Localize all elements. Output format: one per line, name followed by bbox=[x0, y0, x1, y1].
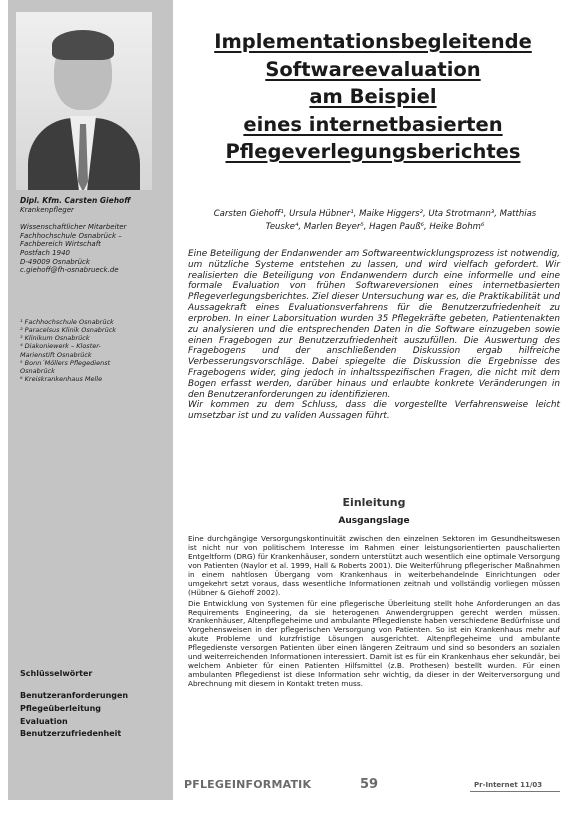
author-name: Dipl. Kfm. Carsten Giehoff bbox=[20, 196, 131, 205]
author-email[interactable]: c.giehoff@fh-osnabrueck.de bbox=[20, 266, 119, 275]
author-affiliation bbox=[20, 223, 176, 275]
journal-name: PFLEGEINFORMATIK bbox=[184, 778, 312, 791]
affiliation-list bbox=[20, 318, 176, 383]
affiliation-item: ³ Klinikum Osnabrück bbox=[20, 334, 90, 343]
title-line: am Beispiel bbox=[309, 85, 437, 108]
affiliation-item: ² Paracelsus Klinik Osnabrück bbox=[20, 326, 117, 335]
keywords-heading: Schlüsselwörter bbox=[20, 669, 93, 678]
author-line: Teuske⁴, Marlen Beyer⁵, Hagen Pauß⁶, Heike Bohm⁶ bbox=[265, 222, 485, 233]
affiliation-item: ⁵ Bonn´Möllers Pflegedienst bbox=[20, 358, 111, 367]
article-title bbox=[186, 28, 560, 166]
affiliation-line: Postfach 1940 bbox=[20, 249, 70, 258]
page-number: 59 bbox=[360, 777, 379, 792]
author-photo bbox=[16, 12, 152, 190]
abstract-paragraph: Eine Beteiligung der Endanwender am Softwareentwicklungsprozess ist notwendig, um nützliche Systeme entstehen zu lassen, und wird vielfach gefordert. Wir realisierten die Beteiligung von Endanwendern durch eine informelle und eine formale Evaluation von frühen Softwareversionen eines internetbasierten Pflegeverlegungsberichtes. Ziel dieser Untersuchung war es, die Praktikabilität und Aussagekraft eines Evaluationsverfahrens für die Benutzerzufriedenheit zu erproben. In einer Laborsituation wurden 35 Pflegekräfte gebeten, Patientenakten zu analysieren und die entsprechenden Daten in die Software einzugeben sowie einen Fragebogen zur Benutzerzufriedenheit auszufüllen. Die Auswertung des Fragebogens und der anschließenden Diskussion ergab hilfreiche Verbesserungsvorschläge. Dabei spiegelte die Diskussion die Ergebnisse des Fragebogens wider, ging jedoch in inhaltsspezifischen Fragen, die nicht mit dem Bogen erfasst werden, darüber hinaus und erlaubte konkrete Veränderungen in den Benutzeranforderungen zu identifizieren. bbox=[188, 249, 560, 400]
affiliation-line: Fachhochschule Osnabrück – bbox=[20, 231, 122, 240]
affiliation-item: ¹ Fachhochschule Osnabrück bbox=[20, 318, 114, 326]
affiliation-line: D-49009 Osnabrück bbox=[20, 257, 90, 266]
title-line: eines internetbasierten bbox=[243, 112, 503, 136]
author-role: Krankenpfleger bbox=[20, 206, 74, 214]
title-line: Implementationsbegleitende bbox=[214, 30, 532, 53]
keyword-item: Evaluation bbox=[20, 716, 68, 726]
author-list bbox=[190, 208, 560, 234]
keywords-list bbox=[20, 690, 128, 741]
body-paragraph: Eine durchgängige Versorgungskontinuität zwischen den einzelnen Sektoren im Gesundheitswesen ist nicht nur von politischem Interesse im Rahmen einer leistungsorientierten pauschalierten Entgeltform (DRG) für Krankenhäuser, sondern unterstützt auch wesentlich eine optimale Versorgung von Patienten (Naylor et al. 1999, Hall & Roberts 2001). Die Weiterführung pflegerischer Maßnahmen in einem nahtlosen Übergang vom Krankenhaus in weiterbehandelnde Einrichtungen oder umgekehrt setzt voraus, dass wesentliche Informationen zeitnah und vollständig vorliegen müssen (Hübner & Giehoff 2002). bbox=[188, 534, 560, 597]
photo-hair bbox=[52, 30, 114, 60]
subsection-heading: Ausgangslage bbox=[338, 516, 410, 526]
affiliation-line: Wissenschaftlicher Mitarbeiter bbox=[20, 223, 127, 231]
body-paragraph: Die Entwicklung von Systemen für eine pflegerische Überleitung stellt hohe Anforderungen an das Requirements Engineering, da sie heterogenen Anwendergruppen gerecht werden müssen. Krankenhäuser, Altenpflegeheime und ambulante Pflegedienste haben verschiedene Bedürfnisse und Vorgehensweisen in der pflegerischen Versorgung von Patienten. So ist ein Krankenhaus mehr auf akute Probleme und kurzfristige Lösungen ausgerichtet. Altenpflegeheime und ambulante Pflegedienste versorgen Patienten über einen längeren Zeitraum und sind so besonders an sozialen und weiterreichenden Informationen interessiert. Damit ist es für ein Krankenhaus eher sekundär, bei welchem Anbieter für einen Patienten Hilfsmittel (z.B. Prothesen) bestellt wurden. Für einen ambulanten Pflegedienst ist diese Information sehr wichtig, da dieser in der Weiterversorgung und Abrechnung mit diesem in Kontakt treten muss. bbox=[188, 598, 560, 688]
keyword-item: Benutzerzufriedenheit bbox=[20, 729, 122, 739]
title-line: Softwareevaluation bbox=[265, 57, 481, 81]
abstract bbox=[188, 249, 560, 422]
section-heading: Einleitung bbox=[342, 496, 406, 509]
affiliation-item: Osnabrück bbox=[20, 366, 55, 375]
title-line: Pflegeverlegungsberichtes bbox=[225, 140, 521, 163]
keyword-item: Benutzeranforderungen bbox=[20, 691, 129, 700]
abstract-paragraph: Wir kommen zu dem Schluss, dass die vorgestellte Verfahrensweise leicht umsetzbar ist und zu validen Aussagen führt. bbox=[188, 400, 560, 422]
keyword-item: Pflegeüberleitung bbox=[20, 703, 102, 713]
footer-rule bbox=[470, 791, 560, 792]
affiliation-item: ⁴ Diakoniewerk – Kloster- bbox=[20, 342, 101, 351]
author-line: Carsten Giehoff¹, Ursula Hübner¹, Maike Higgers², Uta Strotmann³, Matthias bbox=[213, 209, 537, 219]
affiliation-item: ⁶ Kreiskrankenhaus Melle bbox=[20, 374, 103, 383]
body-text bbox=[188, 535, 560, 691]
issue-label: Pr-Internet 11/03 bbox=[474, 781, 543, 789]
affiliation-item: Marienstift Osnabrück bbox=[20, 350, 92, 359]
affiliation-line: Fachbereich Wirtschaft bbox=[20, 240, 101, 249]
author-sidebar bbox=[8, 0, 173, 800]
